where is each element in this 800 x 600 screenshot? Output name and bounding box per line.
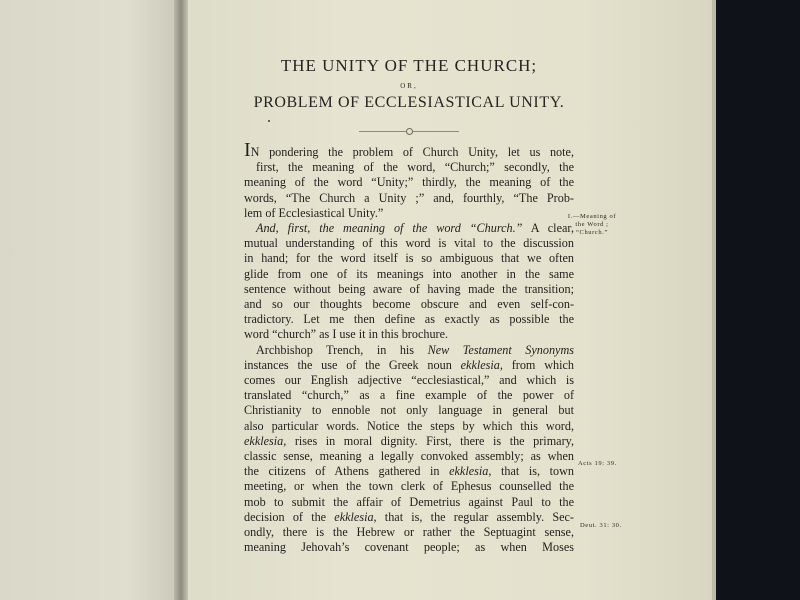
italic-lead: And, first, the meaning of the word “Church.” xyxy=(256,221,523,236)
text-line: lem of Ecclesiastical Unity.” xyxy=(244,205,384,220)
text-line: And, first, the meaning of the word “Church.” A clear, xyxy=(256,221,575,236)
page-text xyxy=(244,56,574,555)
text-line: classic sense, meaning a legally convoked assembly; as when xyxy=(244,449,574,464)
text-line: word “church” as I use it in this brochure. xyxy=(244,327,449,342)
text-line: also particular words. Notice the steps by which this word, xyxy=(244,418,574,433)
ornamental-rule xyxy=(359,126,459,136)
text-line: mob to submit the affair of Demetrius against Paul to the xyxy=(244,494,574,509)
book-title: THE UNITY OF THE CHURCH; xyxy=(280,56,538,75)
text-line: in hand; for the word itself is so ambiguous that we often xyxy=(244,251,574,266)
text-line: first, the meaning of the word, “Church;” secondly, the xyxy=(256,160,574,175)
text-line: IN pondering the problem of Church Unity, let us note, xyxy=(244,139,574,161)
margin-note-acts: Acts 19: 39. xyxy=(578,460,617,467)
text-line: mutual understanding of this word is vital to the discussion xyxy=(244,236,574,251)
text-line: meeting, or when the town clerk of Ephesus counselled the xyxy=(244,479,574,494)
margin-note-deut: Deut. 31: 30. xyxy=(580,522,622,529)
text-line: tradictory. Let me then define as exactly as possible the xyxy=(244,312,574,327)
left-page xyxy=(0,0,182,600)
text-line: the citizens of Athens gathered in ekklesia, that is, town xyxy=(244,464,575,479)
title-or: OR, xyxy=(400,82,418,90)
text-line: words, “The Church a Unity ;” and, fourthly, “The Prob- xyxy=(244,190,574,205)
text-line: glide from one of its meanings into another in the same xyxy=(244,266,574,281)
margin-note-meaning: I.—Meaning of the Word ; “Church.” xyxy=(567,213,617,236)
text-line: ondly, there is the Hebrew or rather the Septuagint sense, xyxy=(244,525,574,540)
paragraph-3 xyxy=(244,343,574,556)
text-line: Archbishop Trench, in his New Testament Synonyms xyxy=(256,342,574,357)
text-line: instances the use of the Greek noun ekklesia, from which xyxy=(244,357,575,372)
page-edge xyxy=(712,0,716,600)
rule-ornament xyxy=(406,128,413,135)
book-gutter xyxy=(174,0,188,600)
text-line: ekklesia, rises in moral dignity. First, there is the primary, xyxy=(244,433,574,448)
text-line: decision of the ekklesia, that is, the regular assembly. Sec- xyxy=(244,509,574,524)
paragraph-1 xyxy=(244,139,574,221)
book-subtitle: PROBLEM OF ECCLESIASTICAL UNITY. xyxy=(253,94,565,111)
text-line: Christianity to ennoble not only language in general but xyxy=(244,403,574,418)
text-line: and so our thoughts become obscure and even self-con- xyxy=(244,297,574,312)
text-line: meaning Jehovah’s covenant people; as when Moses xyxy=(244,540,574,555)
text-line: sentence without being aware of having made the transition; xyxy=(244,281,574,296)
text-line: meaning of the word “Unity;” thirdly, the meaning of the xyxy=(244,175,574,190)
text-line: comes our English adjective “ecclesiastical,” and which is xyxy=(244,373,574,388)
paragraph-2 xyxy=(244,221,574,343)
drop-cap: I xyxy=(244,139,251,161)
text-line: translated “church,” as a fine example of the power of xyxy=(244,388,574,403)
